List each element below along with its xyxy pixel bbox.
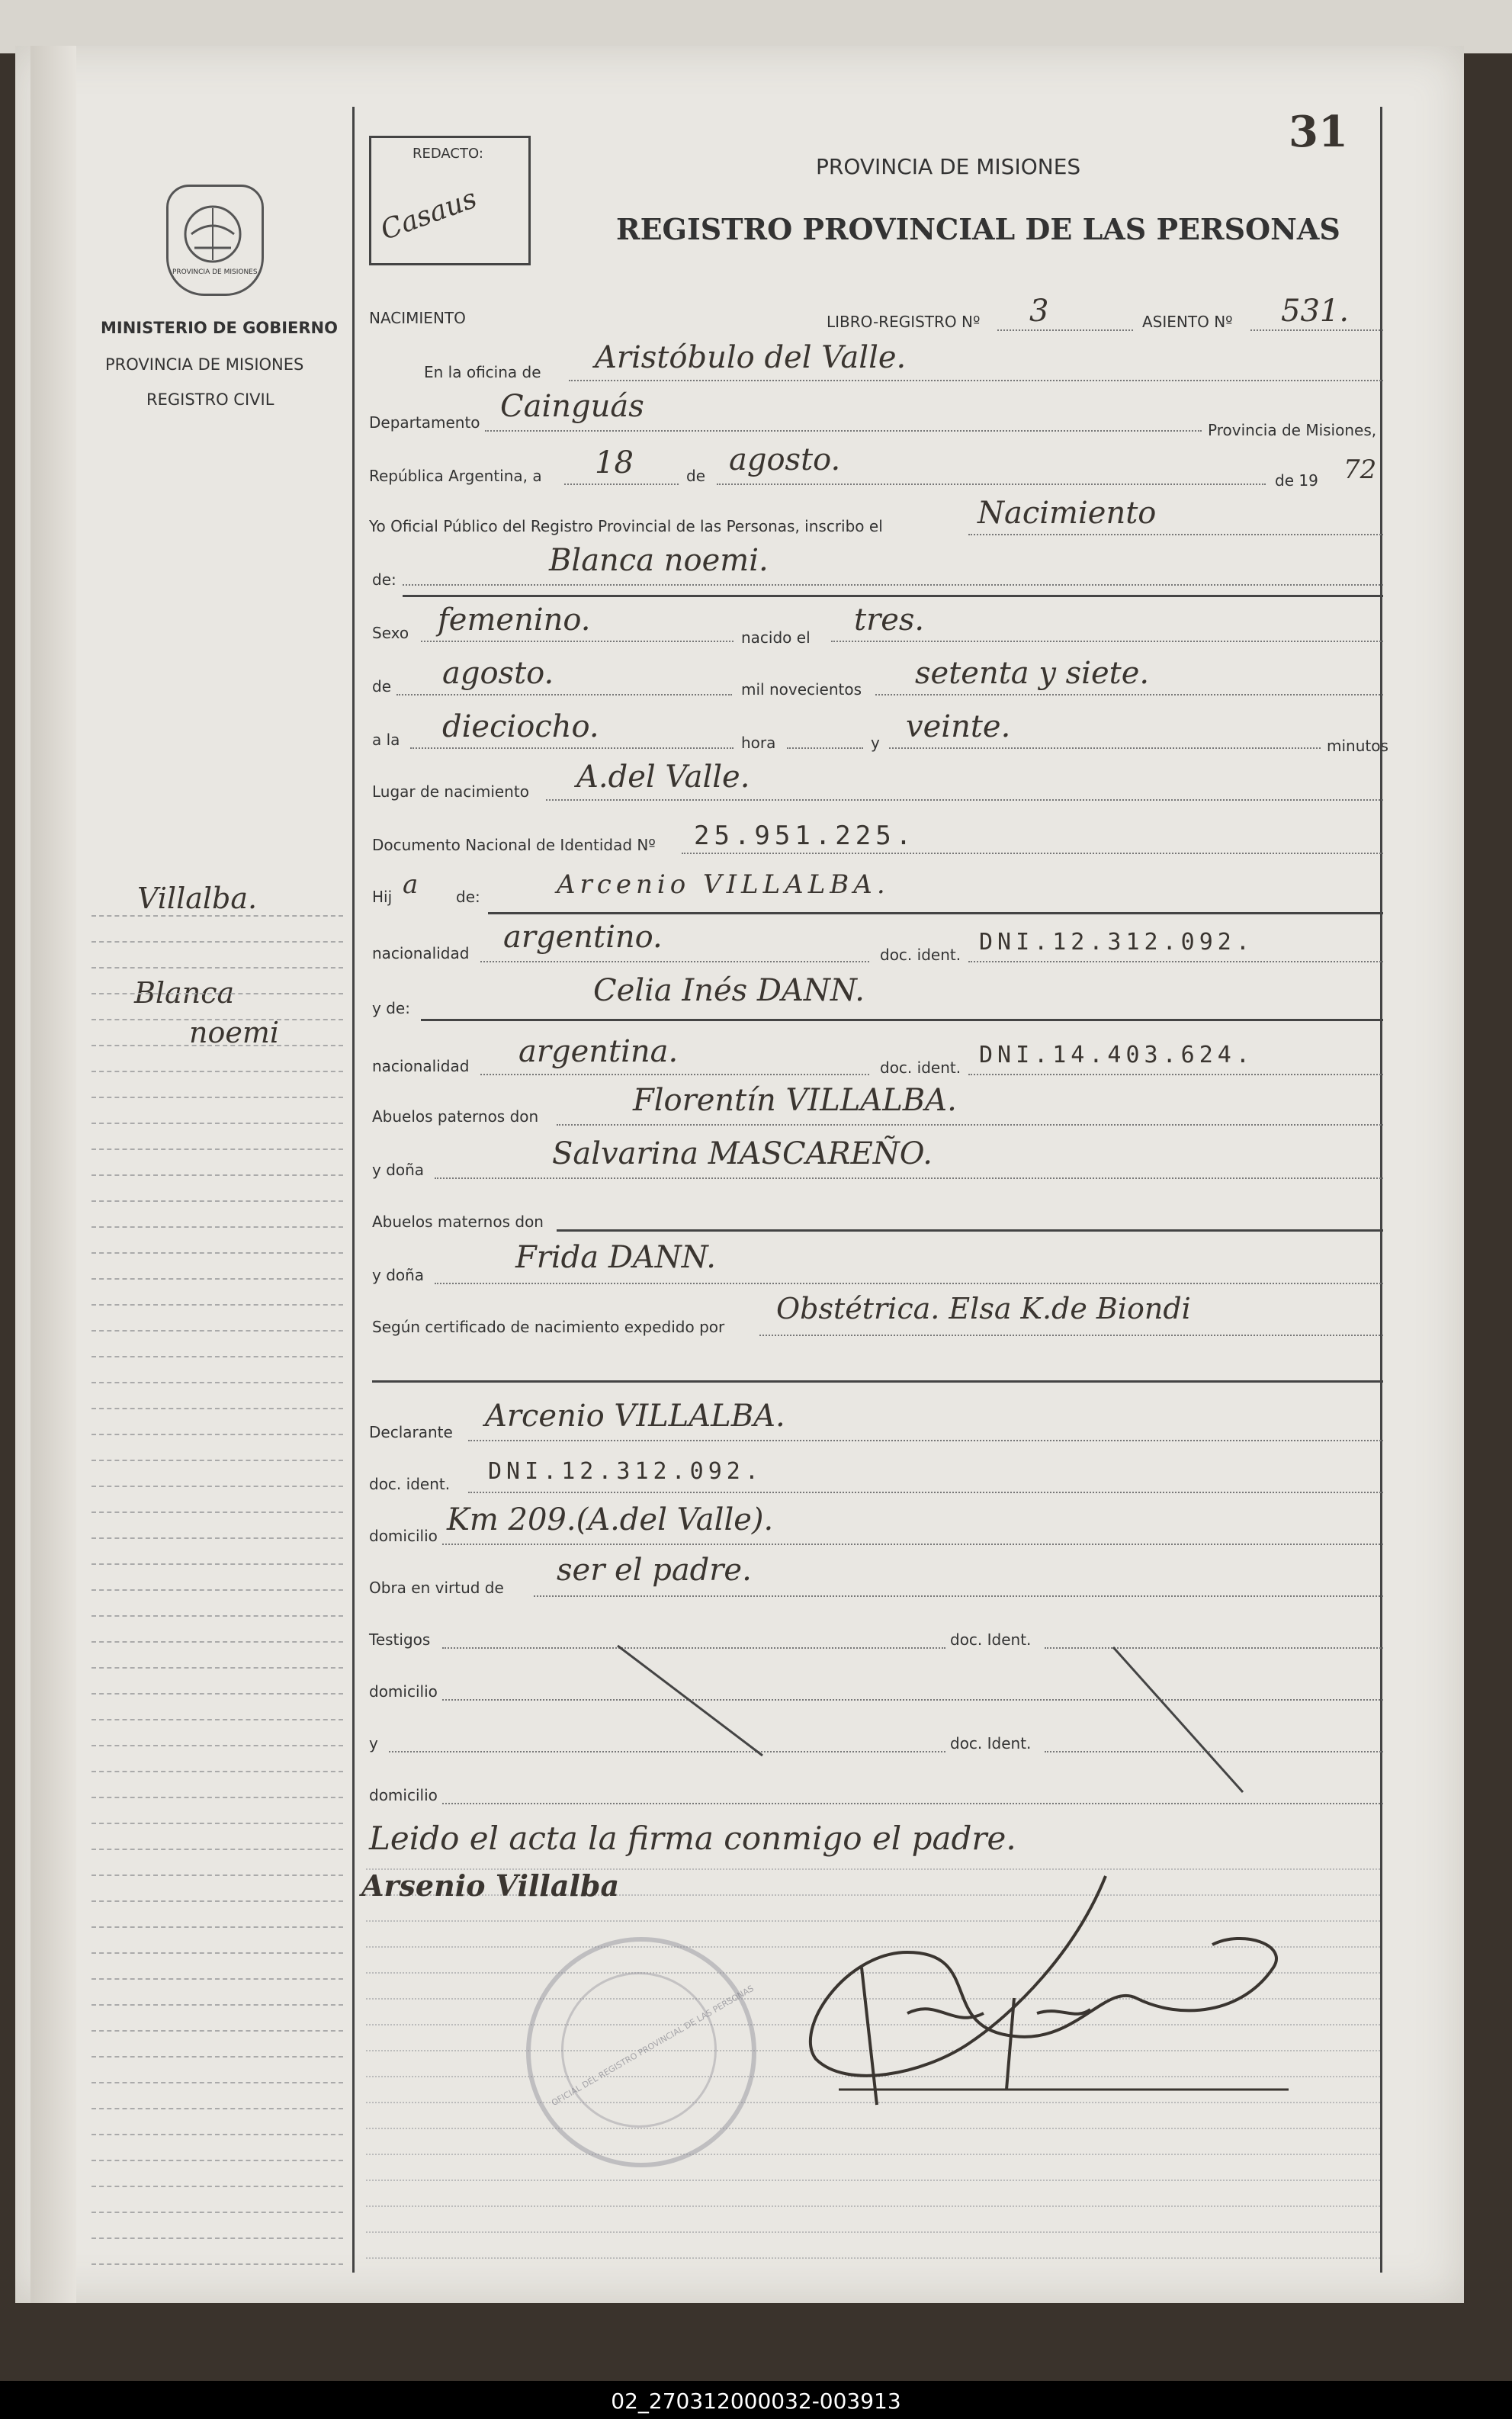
hora-label: hora <box>741 734 776 752</box>
doc-ident3-label: doc. Ident. <box>950 1734 1032 1752</box>
body-rule-line <box>366 2231 1380 2233</box>
anio-value: 72 <box>1343 455 1377 485</box>
abuelos-mat-label: Abuelos maternos don <box>372 1213 544 1231</box>
hijo-de-label: de: <box>456 888 480 906</box>
de2-label: de: <box>372 570 396 589</box>
dia-value: 18 <box>595 445 634 480</box>
mes-value: agosto. <box>729 442 841 477</box>
section-label: NACIMIENTO <box>369 309 466 327</box>
abuelos-pat-label: Abuelos paternos don <box>372 1107 539 1126</box>
declarante-signature: Arsenio Villalba <box>361 1868 620 1903</box>
doc-padre-label: doc. ident. <box>880 946 961 964</box>
dni-label: Documento Nacional de Identidad Nº <box>372 836 656 854</box>
y2-label: y <box>369 1734 378 1752</box>
anio-nac-value: setenta y siete. <box>915 656 1150 691</box>
domicilio-label: domicilio <box>369 1527 438 1545</box>
header-province: PROVINCIA DE MISIONES <box>816 154 1081 179</box>
acto-value: Nacimiento <box>978 496 1157 531</box>
y-de-label: y de: <box>372 999 410 1017</box>
doc-decl-label: doc. ident. <box>369 1475 451 1493</box>
hijo-label: Hij <box>372 888 393 906</box>
footer-bar <box>0 2381 1512 2419</box>
official-signature <box>785 1861 1319 2166</box>
a-la-label: a la <box>372 731 400 749</box>
page-number: 31 <box>1289 107 1348 157</box>
y-dona-mat-label: y doña <box>372 1266 425 1284</box>
y-dona-pat-label: y doña <box>372 1161 425 1179</box>
de3-label: de <box>372 677 391 696</box>
ministry-registry: REGISTRO CIVIL <box>146 390 274 409</box>
obra-label: Obra en virtud de <box>369 1579 504 1597</box>
sexo-label: Sexo <box>372 624 409 642</box>
redacto-signature: Casaus <box>376 182 481 247</box>
abuela-pat-value: Salvarina MASCAREÑO. <box>552 1136 933 1171</box>
segun-value: Obstétrica. Elsa K.de Biondi <box>776 1292 1191 1325</box>
nac-madre-label: nacionalidad <box>372 1057 470 1075</box>
doc-padre-value: DNI.12.312.092. <box>979 929 1254 956</box>
minutos-label: minutos <box>1327 737 1388 755</box>
nombre-value: Blanca noemi. <box>549 543 769 578</box>
official-stamp <box>526 1937 756 2167</box>
obra-value: ser el padre. <box>557 1553 752 1588</box>
doc-madre-label: doc. ident. <box>880 1059 961 1077</box>
body-rule-line <box>366 2205 1380 2207</box>
seal-caption: PROVINCIA DE MISIONES <box>172 268 258 276</box>
doc-ident2-label: doc. Ident. <box>950 1630 1032 1649</box>
provincia-label: Provincia de Misiones, <box>1208 421 1377 439</box>
asiento-label: ASIENTO Nº <box>1142 313 1233 331</box>
departamento-label: Departamento <box>369 413 480 432</box>
y-label: y <box>871 734 880 752</box>
anio-label: de 19 <box>1275 471 1318 490</box>
dni-value: 25.951.225. <box>694 821 917 851</box>
redacto-label: REDACTO: <box>413 146 483 162</box>
testigos-label: Testigos <box>369 1630 431 1649</box>
body-rule-line <box>366 2180 1380 2181</box>
footer-filename: 02_270312000032-003913 <box>611 2388 901 2414</box>
asiento-value: 531. <box>1281 294 1350 329</box>
de-label: de <box>686 467 705 485</box>
domicilio3-label: domicilio <box>369 1786 438 1804</box>
declarante-value: Arcenio VILLALBA. <box>485 1399 785 1434</box>
mes-nac-value: agosto. <box>442 656 554 691</box>
header-title: REGISTRO PROVINCIAL DE LAS PERSONAS <box>616 212 1340 246</box>
mil-label: mil novecientos <box>741 680 862 699</box>
nac-padre-value: argentino. <box>503 920 663 955</box>
body-rule-line <box>366 2257 1380 2259</box>
margin-surname: Villalba. <box>137 882 258 915</box>
nac-padre-label: nacionalidad <box>372 944 470 962</box>
abuelo-pat-value: Florentín VILLALBA. <box>633 1083 957 1118</box>
libro-value: 3 <box>1029 294 1049 329</box>
minutos-value: veinte. <box>906 709 1011 744</box>
libro-label: LIBRO-REGISTRO Nº <box>827 313 981 331</box>
domicilio2-label: domicilio <box>369 1682 438 1701</box>
padre-value: Arcenio VILLALBA. <box>557 869 890 900</box>
segun-label: Según certificado de nacimiento expedido por <box>372 1318 725 1336</box>
doc-decl-value: DNI.12.312.092. <box>488 1458 763 1485</box>
abuela-mat-value: Frida DANN. <box>515 1240 716 1275</box>
domicilio-value: Km 209.(A.del Valle). <box>447 1502 774 1537</box>
sexo-value: femenino. <box>438 602 591 638</box>
stamp-text: OFICIAL DEL REGISTRO PROVINCIAL DE LAS PERSONAS <box>550 1983 756 2109</box>
leido-note: Leido el acta la firma conmigo el padre. <box>369 1820 1016 1857</box>
nacido-value: tres. <box>854 602 925 638</box>
margin-name-1: Blanca <box>134 976 235 1010</box>
departamento-value: Cainguás <box>500 389 644 424</box>
hijo-suffix: a <box>403 869 419 900</box>
nac-madre-value: argentina. <box>518 1034 679 1069</box>
yo-oficial-label: Yo Oficial Público del Registro Provincial de las Personas, inscribo el <box>369 517 883 535</box>
madre-value: Celia Inés DANN. <box>593 973 865 1008</box>
doc-madre-value: DNI.14.403.624. <box>979 1042 1254 1068</box>
hora-value: dieciocho. <box>442 709 599 744</box>
republica-label: República Argentina, a <box>369 467 542 485</box>
declarante-label: Declarante <box>369 1423 453 1441</box>
lugar-label: Lugar de nacimiento <box>372 782 529 801</box>
oficina-value: Aristóbulo del Valle. <box>595 340 907 375</box>
margin-name-2: noemi <box>189 1016 280 1049</box>
lugar-value: A.del Valle. <box>576 760 750 795</box>
ministry-label: MINISTERIO DE GOBIERNO <box>101 319 338 337</box>
ministry-province: PROVINCIA DE MISIONES <box>105 355 304 374</box>
oficina-label: En la oficina de <box>424 363 541 381</box>
nacido-label: nacido el <box>741 628 811 647</box>
